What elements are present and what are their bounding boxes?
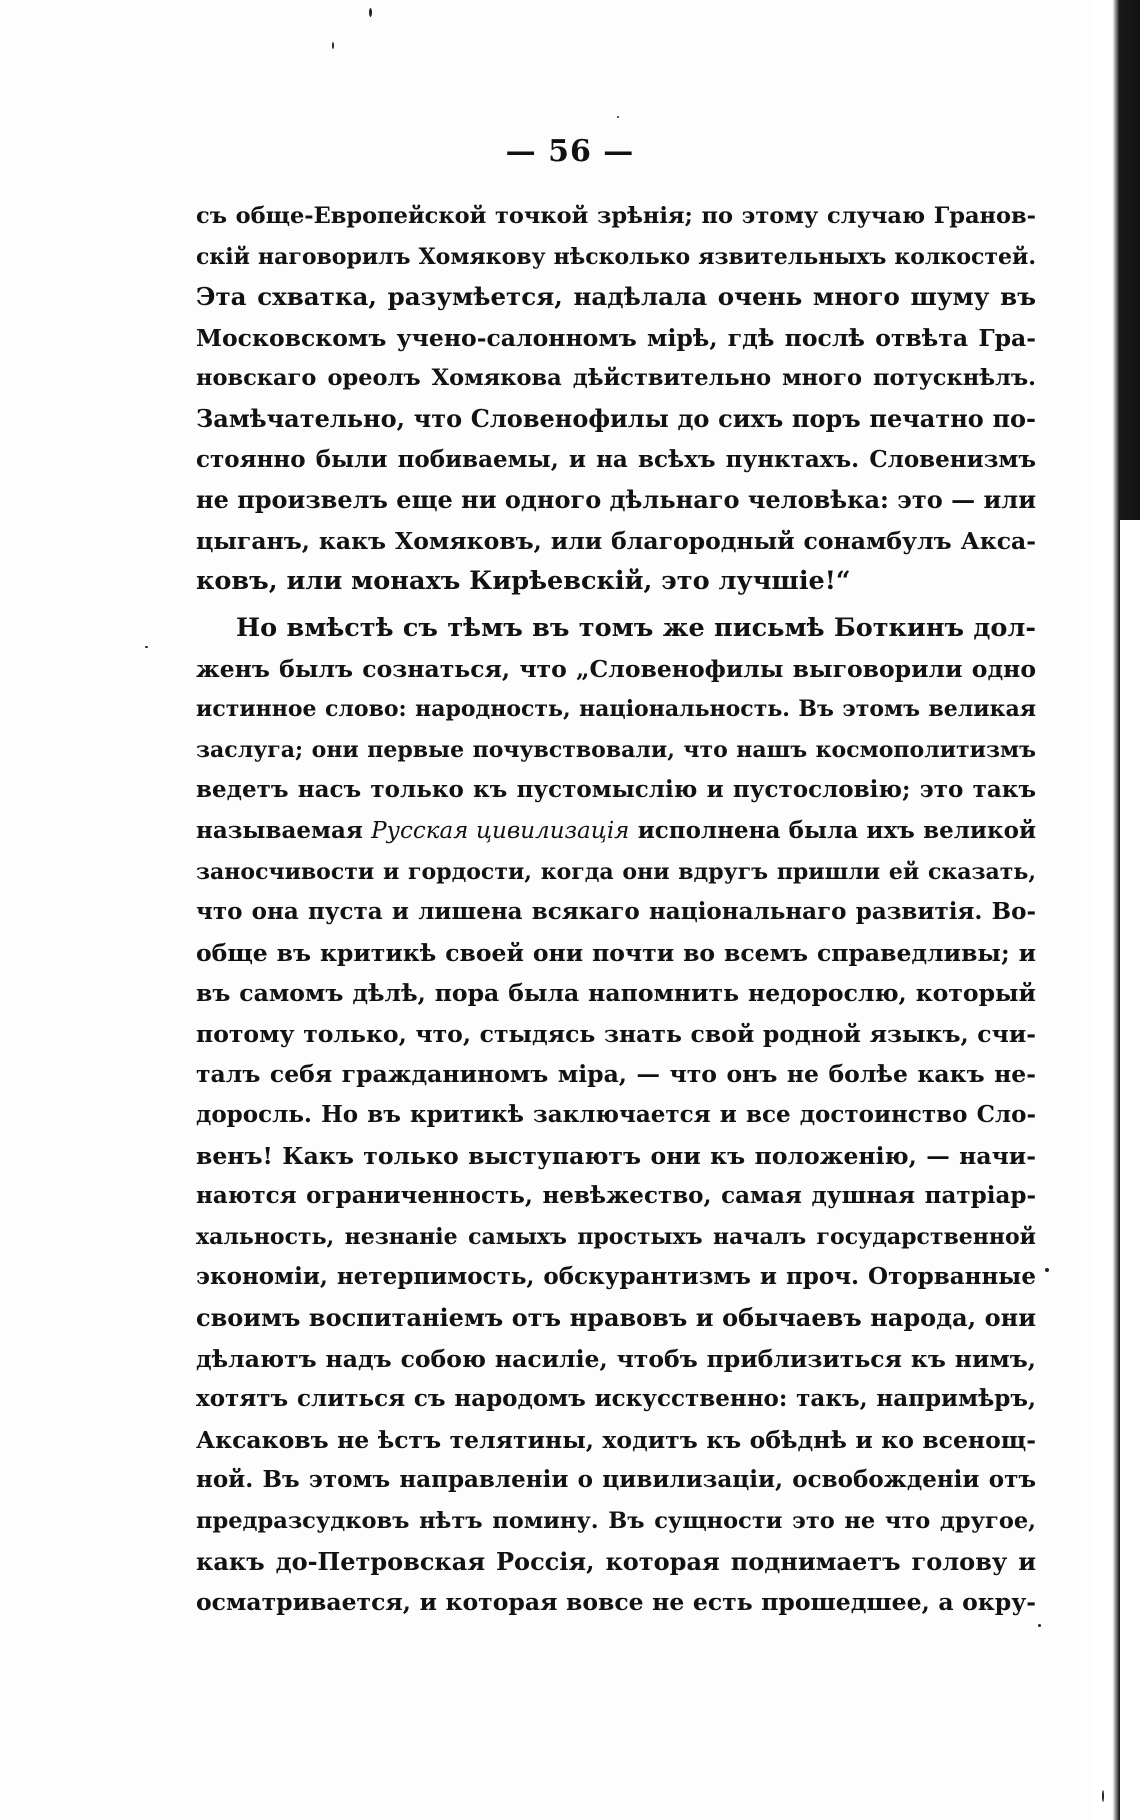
text-line: экономіи, нетерпимость, обскурантизмъ и проч. Оторванные [196,1263,1036,1291]
text-line: ковъ, или монахъ Кирѣевскій, это лучшіе!“ [196,566,851,597]
text-line: предразсудковъ нѣтъ помину. Въ сущности это не что другое, [196,1508,1036,1534]
text-line: наются ограниченность, невѣжество, самая душная патріар- [196,1182,1036,1210]
text-line: хотятъ слиться съ народомъ искусственно: такъ, напримѣръ, [196,1385,1036,1413]
text-line: осматривается, и которая вовсе не есть прошедшее, а окру- [196,1588,1036,1617]
text-fragment: исполнена была ихъ великой [637,816,1036,844]
text-line: венъ! Какъ только выступаютъ они къ положенію, — начи- [196,1141,1036,1170]
text-line: не произвелъ еще ни одного дѣльнаго человѣка: это — или [196,485,1036,515]
text-line: цыганъ, какъ Хомяковъ, или благородный сонамбулъ Акса- [196,526,1036,555]
page-number: — 56 — [505,134,635,169]
scan-speck [617,116,619,118]
text-line: новскаго ореолъ Хомякова дѣйствительно много потускнѣлъ. [196,365,1036,392]
page-text [196,196,1036,1623]
text-line: ведетъ насъ только къ пустомыслію и пустословію; это такъ [196,776,1036,804]
scan-edge-margin [1120,520,1140,1820]
text-line: потому только, что, стыдясь знать свой родной языкъ, счи- [196,1019,1036,1048]
text-line: талъ себя гражданиномъ міра, — что онъ не болѣе какъ не- [196,1060,1036,1089]
text-line: заносчивости и гордости, когда они вдругъ пришли ей сказать, [196,858,1036,885]
text-line: истинное слово: народность, національность. Въ этомъ великая [196,696,1036,723]
text-line: Эта схватка, разумѣется, надѣлала очень много шуму въ [196,282,1036,312]
scan-speck [369,8,372,17]
scan-speck [1038,1624,1041,1627]
text-line: скій наговорилъ Хомякову нѣсколько язвительныхъ колкостей. [196,243,1036,270]
scan-speck [332,42,334,49]
text-line: какъ до-Петровская Россія, которая поднимаетъ голову и [196,1546,1036,1576]
text-line: что она пуста и лишена всякаго національнаго развитія. Во- [196,898,1036,926]
text-line: Аксаковъ не ѣстъ телятины, ходитъ къ обѣднѣ и ко всенощ- [196,1425,1036,1454]
text-line: своимъ воспитаніемъ отъ нравовъ и обычаевъ народа, они [196,1303,1036,1333]
text-line: обще въ критикѣ своей они почти во всемъ справедливы; и [196,938,1036,967]
text-line: хальность, незнаніе самыхъ простыхъ началъ государственной [196,1223,1036,1250]
text-line: заслуга; они первые почувствовали, что нашъ космополитизмъ [196,736,1036,763]
text-line: съ обще-Европейской точкой зрѣнія; по этому случаю Гранов- [196,203,1036,229]
text-line: дѣлаютъ надъ собою насиліе, чтобъ приблизиться къ нимъ, [196,1344,1036,1373]
text-line: ной. Въ этомъ направленіи о цивилизаціи, освобожденіи отъ [196,1466,1036,1494]
italic-phrase: Русская цивилизація [371,817,630,844]
text-line: въ самомъ дѣлѣ, пора была напомнить недорослю, который [196,979,1036,1008]
text-line: Замѣчательно, что Словенофилы до сихъ поръ печатно по- [196,403,1036,433]
scan-speck [1102,1790,1104,1802]
text-fragment: называемая [196,816,363,844]
scan-speck [145,646,148,648]
text-line-with-italic [196,811,1036,852]
text-line: Но вмѣстѣ съ тѣмъ въ томъ же письмѣ Боткинъ дол- [236,612,1036,643]
scan-speck [1045,1268,1049,1272]
text-line: Московскомъ учено-салонномъ мірѣ, гдѣ послѣ отвѣта Гра- [196,323,1036,352]
text-line: доросль. Но въ критикѣ заключается и все достоинство Сло- [196,1101,1036,1129]
text-line: женъ былъ сознаться, что „Словенофилы выговорили одно [196,654,1036,683]
text-line: стоянно были побиваемы, и на всѣхъ пунктахъ. Словенизмъ [196,445,1036,473]
